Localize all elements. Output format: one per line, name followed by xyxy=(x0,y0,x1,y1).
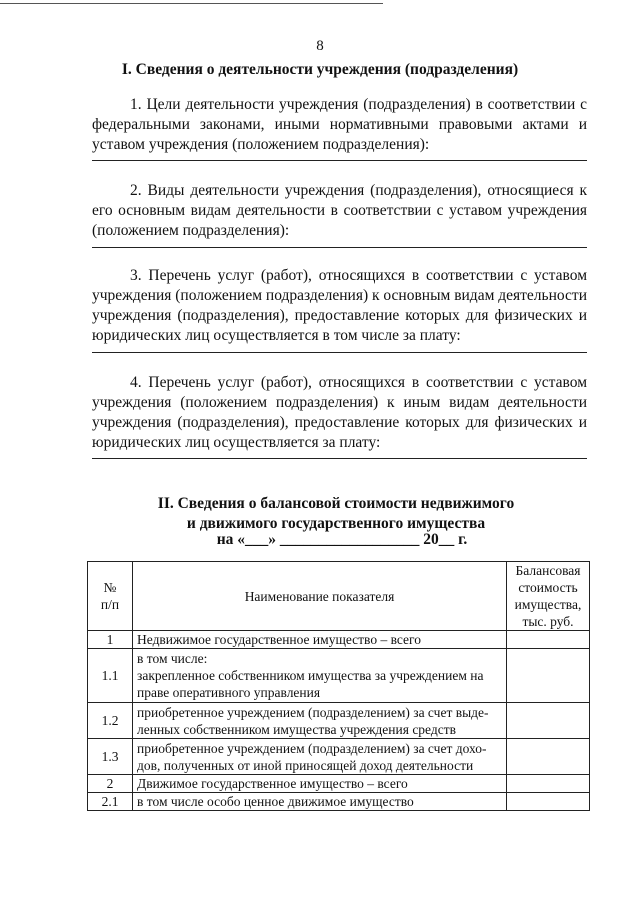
row-value xyxy=(507,775,590,793)
header-num-line-1: № xyxy=(103,580,117,595)
row-name-line: в том числе особо ценное движимое имущество xyxy=(137,794,414,809)
section-1-title: I. Сведения о деятельности учреждения (подразделения) xyxy=(121,61,519,78)
item-2-fill-line xyxy=(92,247,587,248)
item-1-text: 1. Цели деятельности учреждения (подразделения) в соответствии с федеральными законами, иными нормативными правовыми актами и уставом учреждения (положением подразделения): xyxy=(92,96,587,153)
row-name-line: дов, полученных от иной приносящей доход деятельности xyxy=(137,757,474,773)
table-row xyxy=(88,775,590,793)
header-value-line-4: тыс. руб. xyxy=(522,614,574,629)
item-3-text: 3. Перечень услуг (работ), относящихся в соответствии с уставом учреждения (положением подразделения) к основным видам деятельности учреждения (подразделения), предоставление которых для физических и юридических лиц осуществляется в том числе за плату: xyxy=(92,267,587,344)
row-name-line: ленных собственником имущества учреждения средств xyxy=(137,721,457,737)
item-3-fill-line xyxy=(92,352,587,353)
row-name xyxy=(133,775,507,793)
assets-table xyxy=(87,561,590,811)
row-num: 1.1 xyxy=(88,649,133,703)
section-2-title-line-2: и движимого государственного имущества xyxy=(186,515,486,532)
item-4-fill-line xyxy=(92,458,587,459)
row-num: 1.2 xyxy=(88,703,133,739)
row-name xyxy=(133,793,507,811)
row-value xyxy=(507,793,590,811)
item-2-text: 2. Виды деятельности учреждения (подразделения), относящиеся к его основным видам деятельности в соответствии с уставом учреждения (положением подразделения): xyxy=(92,182,587,239)
row-value xyxy=(507,649,590,703)
row-name-line: приобретенное учреждением (подразделением) за счет дохо- xyxy=(137,740,487,756)
row-name-line: закрепленное собственником имущества за учреждением на xyxy=(137,668,484,683)
header-name: Наименование показателя xyxy=(133,562,507,631)
row-value xyxy=(507,739,590,775)
row-name-line: приобретенное учреждением (подразделением) за счет выде- xyxy=(137,704,489,720)
row-name xyxy=(133,631,507,649)
table-row xyxy=(88,739,590,775)
row-num: 2 xyxy=(88,775,133,793)
row-name xyxy=(133,703,507,739)
row-value xyxy=(507,703,590,739)
header-value-line-2: стоимость xyxy=(518,580,578,595)
section-2-title-line-1: II. Сведения о балансовой стоимости недвижимого xyxy=(157,495,515,512)
section-2-date-line: на «___» __________________ 20__ г. xyxy=(216,531,468,548)
row-name xyxy=(133,649,507,703)
row-name-line: в том числе: xyxy=(137,651,208,666)
table-row xyxy=(88,649,590,703)
header-value-line-1: Балансовая xyxy=(515,563,581,578)
row-num: 2.1 xyxy=(88,793,133,811)
header-value xyxy=(507,562,590,631)
table-row xyxy=(88,703,590,739)
table-header-row xyxy=(88,562,590,631)
header-value-line-3: имущества, xyxy=(514,597,582,612)
table-row xyxy=(88,793,590,811)
top-rule xyxy=(0,3,383,4)
header-num-line-2: п/п xyxy=(100,597,120,612)
row-name-line: праве оперативного управления xyxy=(137,685,321,700)
row-num: 1 xyxy=(88,631,133,649)
row-value xyxy=(507,631,590,649)
header-num xyxy=(88,562,133,631)
row-name-line: Недвижимое государственное имущество – всего xyxy=(137,632,421,647)
table-row xyxy=(88,631,590,649)
page-number: 8 xyxy=(316,38,324,54)
row-name-line: Движимое государственное имущество – всего xyxy=(137,776,408,791)
item-1-fill-line xyxy=(92,160,587,161)
item-4-text: 4. Перечень услуг (работ), относящихся в соответствии с уставом учреждения (положением подразделения) к иным видам деятельности учреждения (подразделения), предоставление которых для физических и юридических лиц осуществляется за плату: xyxy=(92,374,587,451)
row-num: 1.3 xyxy=(88,739,133,775)
row-name xyxy=(133,739,507,775)
